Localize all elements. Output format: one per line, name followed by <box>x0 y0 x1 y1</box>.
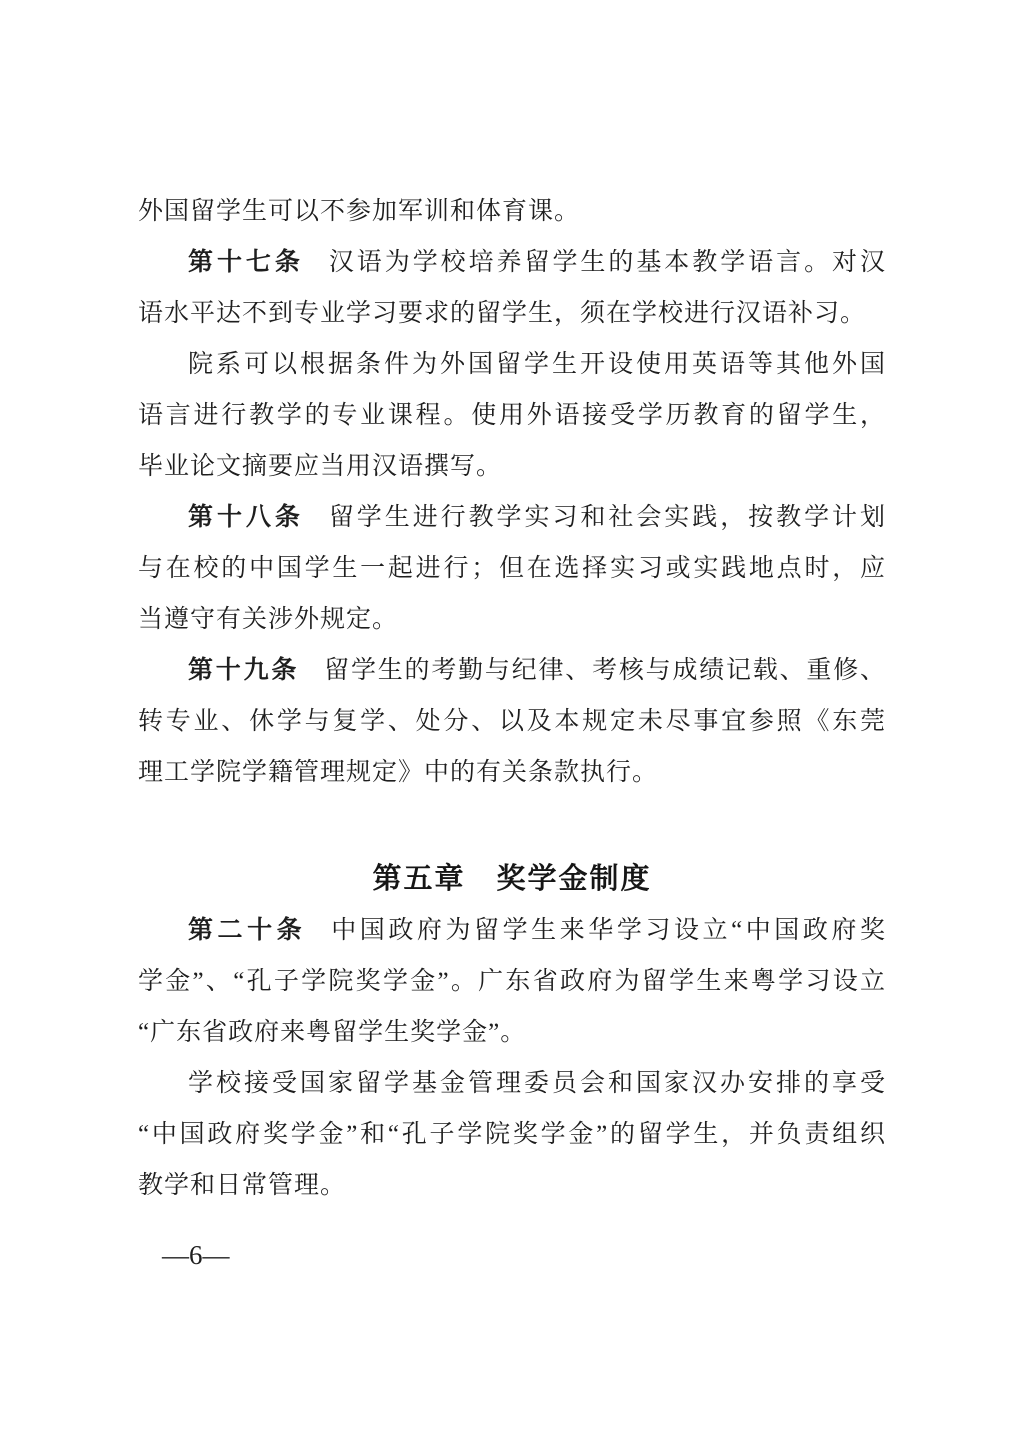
article-number: 第十八条 <box>188 504 304 531</box>
paragraph <box>138 1058 886 1211</box>
chapter-heading: 第五章 奖学金制度 <box>372 863 652 895</box>
article-number: 第十七条 <box>188 249 304 276</box>
text-line: 教学和日常管理。 <box>138 1172 347 1199</box>
text-line: 第十八条 留学生进行教学实习和社会实践，按教学计划 <box>188 504 886 531</box>
paragraph <box>138 339 886 492</box>
text-line: 当遵守有关涉外规定。 <box>138 606 399 633</box>
text-line: 理工学院学籍管理规定》中的有关条款执行。 <box>138 759 659 786</box>
paragraph <box>138 237 886 339</box>
text-line: 第十七条 汉语为学校培养留学生的基本教学语言。对汉 <box>188 249 886 276</box>
text-line: 第十九条 留学生的考勤与纪律、考核与成绩记载、重修、 <box>188 657 886 684</box>
text-line: 外国留学生可以不参加军训和体育课。 <box>138 198 581 225</box>
article-number: 第十九条 <box>188 657 300 684</box>
text-line: 与在校的中国学生一起进行；但在选择实习或实践地点时，应 <box>138 555 886 582</box>
document-body <box>138 186 886 1211</box>
article-number: 第二十条 <box>188 917 307 944</box>
text-line: 第二十条 中国政府为留学生来华学习设立“中国政府奖 <box>188 917 886 944</box>
text-line: “广东省政府来粤留学生奖学金”。 <box>138 1019 527 1046</box>
paragraph <box>138 492 886 645</box>
text-line: 语水平达不到专业学习要求的留学生，须在学校进行汉语补习。 <box>138 300 867 327</box>
page-number: —6— <box>162 1240 230 1270</box>
paragraph <box>138 905 886 1058</box>
text-line: 语言进行教学的专业课程。使用外语接受学历教育的留学生， <box>138 402 886 429</box>
text-line: 院系可以根据条件为外国留学生开设使用英语等其他外国 <box>188 351 886 378</box>
text-line: 毕业论文摘要应当用汉语撰写。 <box>138 453 503 480</box>
text-line: 转专业、休学与复学、处分、以及本规定未尽事宜参照《东莞 <box>138 708 886 735</box>
text-line: 学金”、“孔子学院奖学金”。广东省政府为留学生来粤学习设立 <box>138 968 886 995</box>
text-line: “中国政府奖学金”和“孔子学院奖学金”的留学生，并负责组织 <box>138 1121 886 1148</box>
text-line: 学校接受国家留学基金管理委员会和国家汉办安排的享受 <box>188 1070 886 1097</box>
paragraph <box>138 186 886 237</box>
paragraph <box>138 645 886 798</box>
